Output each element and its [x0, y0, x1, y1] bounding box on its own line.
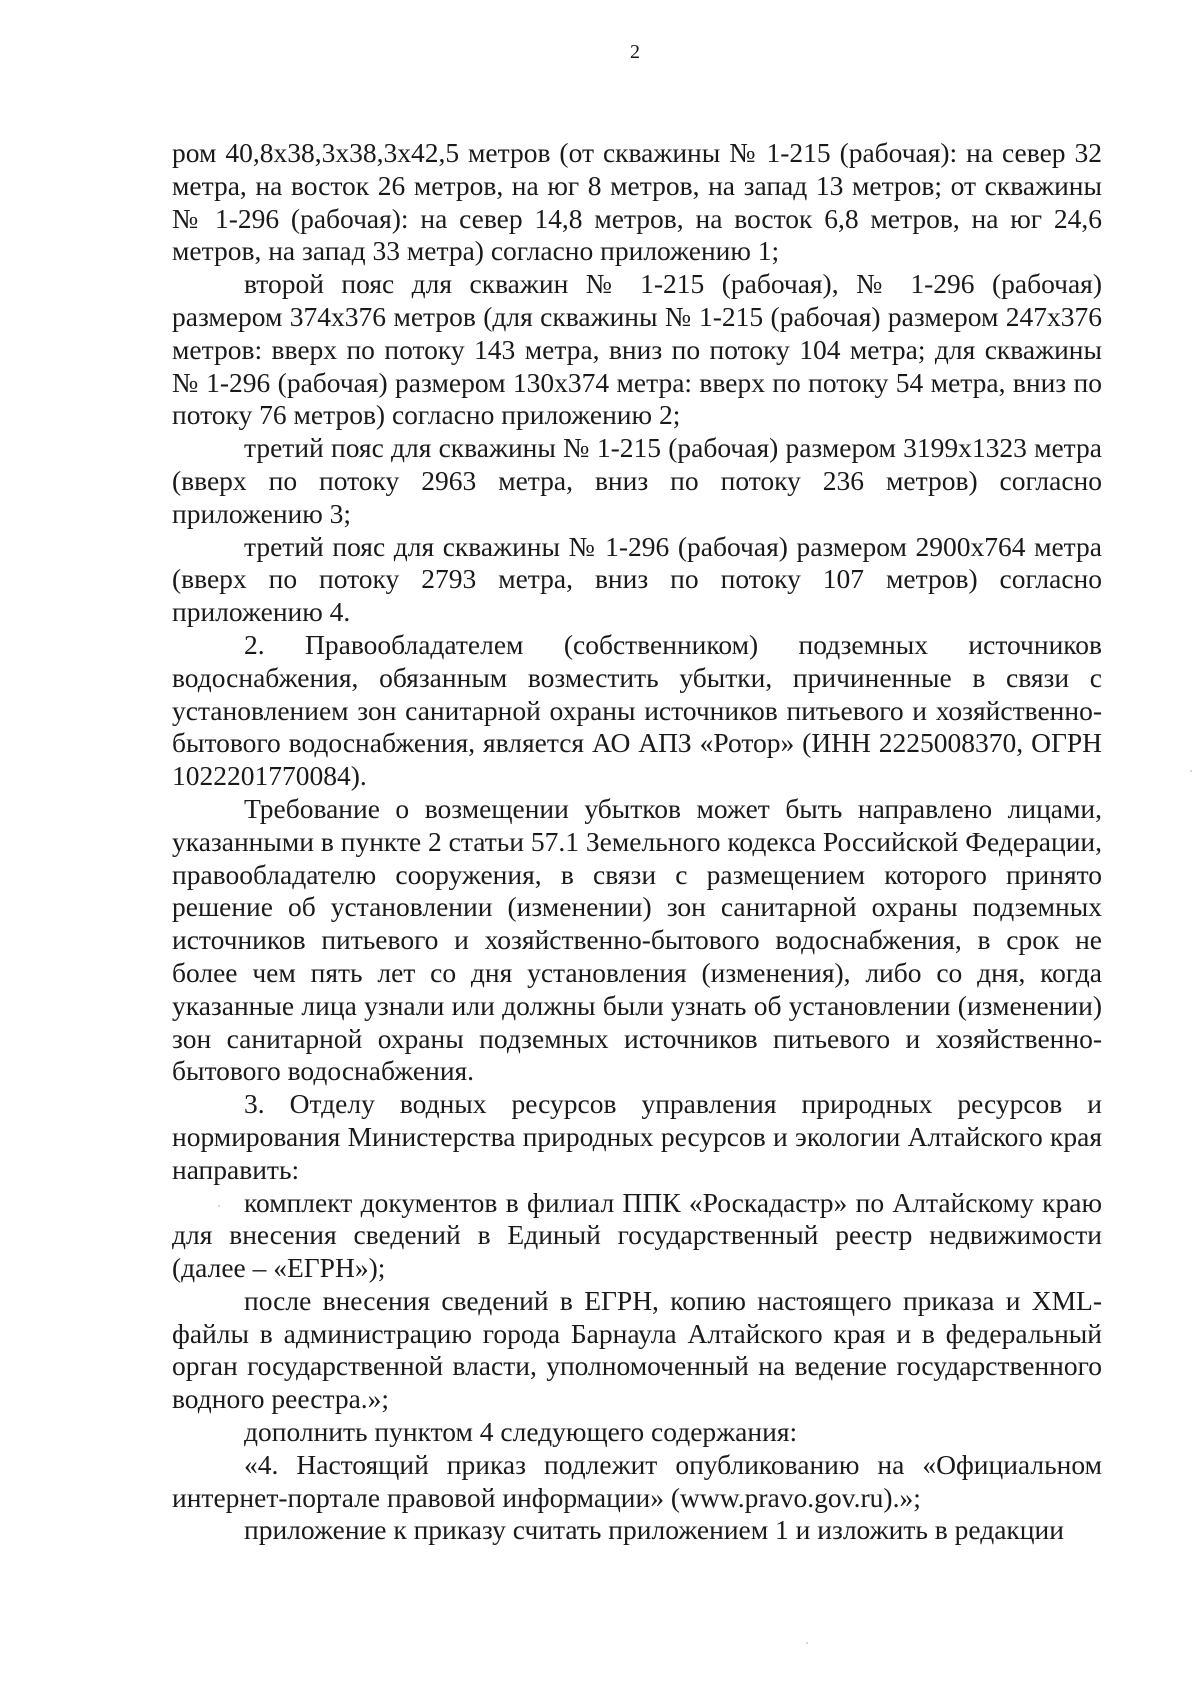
paragraph-11: «4. Настоящий приказ подлежит опубликованию на «Официальном интернет-портале правовой информации» (www.pravo.gov.ru).»;: [172, 1448, 1102, 1513]
paragraph-6: Требование о возмещении убытков может быть направлено лицами, указанными в пункте 2 статьи 57.1 Земельного кодекса Российской Федерации, правообладателю сооружения, в связи с размещением которого принято решение об установлении (изменении) зон санитарной охраны подземных источников питьевого и хозяйственно-бытового водоснабжения, в срок не более чем пять лет со дня установления (изменения), либо со дня, когда указанные лица узнали или должны были узнать об установлении (изменении) зон санитарной охраны подземных источников питьевого и хозяйственно-бытового водоснабжения.: [172, 792, 1102, 1087]
paragraph-12: приложение к приказу считать приложением 1 и изложить в редакции: [244, 1514, 1064, 1546]
paragraph-2: второй пояс для скважин № 1-215 (рабочая), № 1-296 (рабочая) размером 374х376 метров (для скважины № 1-215 (рабочая) размером 247х376 метров: вверх по потоку 143 метра, вниз по потоку 104 метра; для скважины № 1-296 (рабочая) размером 130х374 метра: вверх по потоку 54 метра, вниз по потоку 76 метров) согласно приложению 2;: [172, 268, 1102, 431]
paragraph-10: дополнить пунктом 4 следующего содержания:: [244, 1416, 798, 1448]
paragraph-4: третий пояс для скважины № 1-296 (рабочая) размером 2900х764 метра (вверх по потоку 2793 метра, вниз по потоку 107 метров) согласно приложению 4.: [172, 530, 1102, 628]
paragraph-8: комплект документов в филиал ППК «Роскадастр» по Алтайскому краю для внесения сведений в Единый государственный реестр недвижимости (далее – «ЕГРН»);: [172, 1186, 1102, 1284]
page-number: 2: [630, 41, 640, 63]
paragraph-9: после внесения сведений в ЕГРН, копию настоящего приказа и XML-файлы в администрацию города Барнаула Алтайского края и в федеральный орган государственной власти, уполномоченный на ведение государственного водного реестра.»;: [172, 1284, 1102, 1415]
paragraph-7: 3. Отделу водных ресурсов управления природных ресурсов и нормирования Министерства природных ресурсов и экологии Алтайского края направить:: [172, 1088, 1102, 1185]
scan-mark: [218, 1205, 220, 1207]
paragraph-5: 2. Правообладателем (собственником) подземных источников водоснабжения, обязанным возместить убытки, причиненные в связи с установлением зон санитарной охраны источников питьевого и хозяйственно-бытового водоснабжения, является АО АПЗ «Ротор» (ИНН 2225008370, ОГРН 1022201770084).: [172, 628, 1102, 792]
paragraph-3: третий пояс для скважины № 1-215 (рабочая) размером 3199х1323 метра (вверх по потоку 2963 метра, вниз по потоку 236 метров) согласно приложению 3;: [172, 432, 1102, 529]
document-body: [172, 137, 1102, 1547]
scan-mark: [806, 1642, 808, 1644]
paragraph-1: ром 40,8х38,3х38,3х42,5 метров (от скважины № 1-215 (рабочая): на север 32 метра, на восток 26 метров, на юг 8 метров, на запад 13 метров; от скважины № 1-296 (рабочая): на север 14,8 метров, на восток 6,8 метров, на юг 24,6 метров, на запад 33 метра) согласно приложению 1;: [172, 137, 1102, 267]
scan-mark: [1190, 770, 1192, 772]
